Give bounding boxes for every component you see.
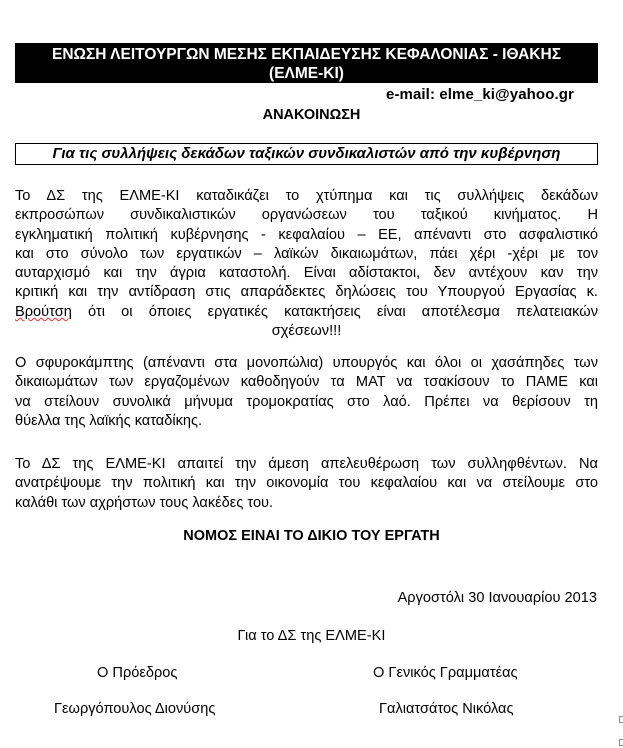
union-header	[15, 43, 598, 83]
paragraph-minister	[15, 354, 598, 431]
president-title: Ο Πρόεδρος	[97, 665, 178, 681]
text-line: να στείλουν συνολικά μήνυμα τρομοκρατίας στο λαό. Πρέπει να θερίσουν τη	[15, 393, 598, 410]
text-line: εκπροσώπων συνδικαλιστικών οργανώσεων του ταξικού κινήματος. Η	[15, 207, 598, 224]
president-name: Γεωργόπουλος Διονύσης	[54, 701, 216, 717]
text-line: Ο σφυροκάμπτης (απέναντι στα μονοπώλια) υπουργός και όλοι οι χασάπηδες των	[15, 355, 598, 371]
text-line: αυταρχισμό και την άγρια καταστολή. Είναι αδίστακτοι, δεν αντέχουν καν την	[15, 265, 598, 282]
text-line: σχέσεων!!!	[271, 323, 342, 340]
paragraph-demand	[15, 455, 598, 513]
paragraph-condemnation	[15, 187, 598, 341]
secretary-title: Ο Γενικός Γραμματέας	[373, 665, 518, 681]
text-line: κριτική και την αντίδραση στις απαράδεκτες δηλώσεις του Υπουργού Εργασίας κ.	[15, 284, 598, 301]
contact-email: e-mail: elme_ki@yahoo.gr	[386, 86, 574, 103]
union-acronym: (ΕΛΜΕ-ΚΙ)	[269, 65, 344, 82]
paragraph-mark-icon	[619, 716, 623, 723]
text-line: καλάθι των αχρήστων τους λακέδες του.	[15, 494, 274, 511]
signatory-body: Για το ΔΣ της ΕΛΜΕ-ΚΙ	[237, 628, 386, 644]
text-line: Το ΔΣ της ΕΛΜΕ-ΚΙ καταδικάζει το χτύπημα και τις συλλήψεις δεκάδων	[15, 188, 598, 204]
union-name: ΕΝΩΣΗ ΛΕΙΤΟΥΡΓΩΝ ΜΕΣΗΣ ΕΚΠΑΙΔΕΥΣΗΣ ΚΕΦΑΛΟΝΙΑΣ - ΙΘΑΚΗΣ	[51, 46, 561, 63]
closing-motto: ΝΟΜΟΣ ΕΙΝΑΙ ΤΟ ΔΙΚΙΟ ΤΟΥ ΕΡΓΑΤΗ	[183, 528, 440, 544]
secretary-fullname: Γαλιατσάτος Νικόλας	[379, 701, 514, 717]
text-line: δικαιωμάτων των εργαζομένων καθοδηγούν τα ΜΑΤ να τσακίσουν το ΠΑΜΕ και	[15, 374, 598, 391]
document-title: ΑΝΑΚΟΙΝΩΣΗ	[262, 107, 361, 123]
subject-heading: Για τις συλλήψεις δεκάδων ταξικών συνδικαλιστών από την κυβέρνηση	[15, 143, 598, 165]
secretary-name	[379, 701, 514, 717]
spellcheck-flagged-word: Βρούτση	[15, 303, 72, 320]
text-line	[15, 303, 598, 322]
paragraph-mark-icon	[619, 739, 623, 746]
text-fragment: ότι οι όποιες εργατικές κατακτήσεις είναι αποτέλεσμα πελατειακών	[88, 303, 598, 320]
document-date: Αργοστόλι 30 Ιανουαρίου 2013	[397, 590, 597, 606]
text-line: ανατρέψουμε την πολιτική και την οικονομία του κεφαλαίου και να στείλουμε στο	[15, 475, 598, 492]
text-line: Το ΔΣ της ΕΛΜΕ-ΚΙ απαιτεί την άμεση απελευθέρωση των συλληφθέντων. Να	[15, 456, 598, 472]
text-line: και στο σύνολο των εργατικών – λαϊκών δικαιωμάτων, πάει χέρι -χέρι με τον	[15, 245, 598, 262]
text-line: εγκληματική πολιτική κυβέρνησης - κεφαλαίου – ΕΕ, απέναντι στο ασφαλιστικό	[15, 226, 598, 243]
text-line: θύελλα της λαϊκής καταδίκης.	[15, 412, 203, 429]
